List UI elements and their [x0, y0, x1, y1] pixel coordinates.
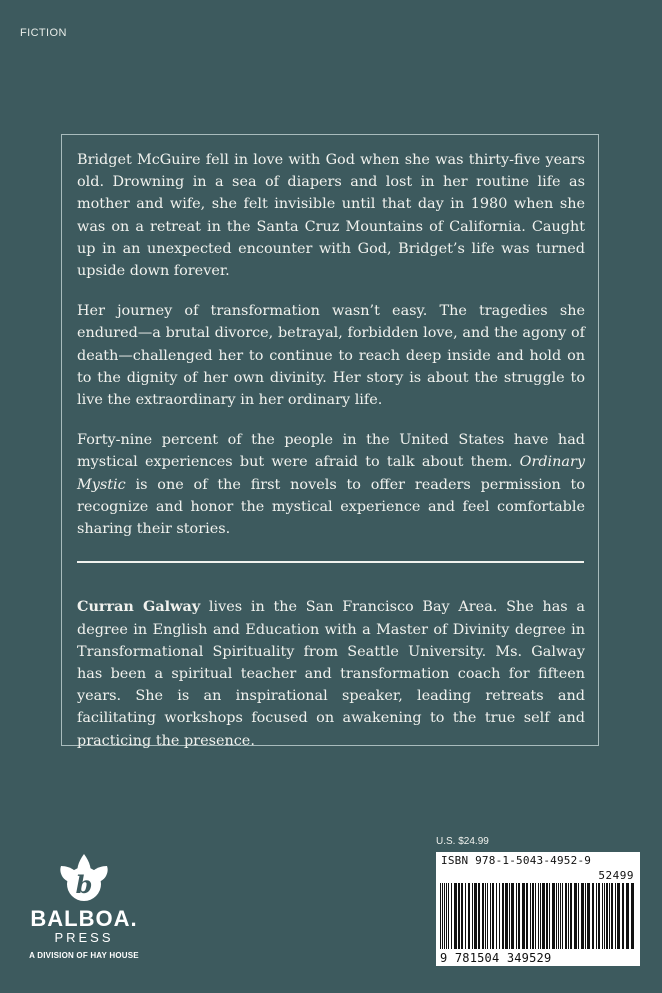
author-bio — [77, 596, 585, 751]
barcode-box — [436, 852, 640, 966]
blurb-paragraph-3 — [77, 429, 585, 540]
isbn-number: ISBN 978-1-5043-4952-9 — [441, 854, 592, 867]
price-code: 52499 — [598, 869, 634, 882]
blurb-paragraph-2: Her journey of transformation wasn’t easy. The tragedies she endured—a brutal divorce, betrayal, forbidden love, and the agony of death—challenged her to continue to reach deep inside and hold on to the dignity of her own divinity. Her story is about the struggle to live the extraordinary in her ordinary life. — [77, 303, 585, 409]
section-divider — [77, 561, 584, 563]
publisher-logo — [25, 852, 143, 960]
book-title-italic: Ordinary Mystic — [77, 454, 585, 493]
author-bio-text: lives in the San Francisco Bay Area. She has a degree in English and Education with a Master of Divinity degree in Transformational Spirituality from Seattle University. Ms. Galway has been a spiritual teacher and transformation coach for fifteen years. She is an inspirational speaker, leading retreats and facilitating workshops focused on awakening to the true self and practicing the presence. — [77, 599, 585, 749]
barcode-digits: 9 781504 349529 — [440, 951, 552, 965]
blurb-p3-after: is one of the first novels to offer readers permission to recognize and honor the mystical experience and feel comfortable sharing their stories. — [77, 476, 585, 538]
blurb-box — [61, 134, 599, 749]
publisher-name: BALBOA. — [30, 906, 138, 931]
blurb-text — [77, 149, 585, 558]
price-label: U.S. $24.99 — [436, 836, 489, 847]
publisher-division: A DIVISION OF HAY HOUSE — [29, 951, 139, 960]
lotus-b-icon — [55, 852, 113, 904]
blurb-paragraph-1: Bridget McGuire fell in love with God when she was thirty-five years old. Drowning in a sea of diapers and lost in her routine life as mother and wife, she felt invisible until that day in 1980 when she was on a retreat in the Santa Cruz Mountains of California. Caught up in an unexpected encounter with God, Bridget’s life was turned upside down forever. — [77, 152, 585, 280]
blurb-p3-before: Forty-nine percent of the people in the United States have had mystical experiences but were afraid to talk about them. — [77, 432, 585, 471]
barcode-bars — [440, 883, 636, 949]
publisher-sub: PRESS — [54, 930, 114, 945]
author-name: Curran Galway — [77, 598, 201, 616]
logo-letter: b — [75, 870, 93, 899]
genre-label: FICTION — [20, 27, 67, 39]
